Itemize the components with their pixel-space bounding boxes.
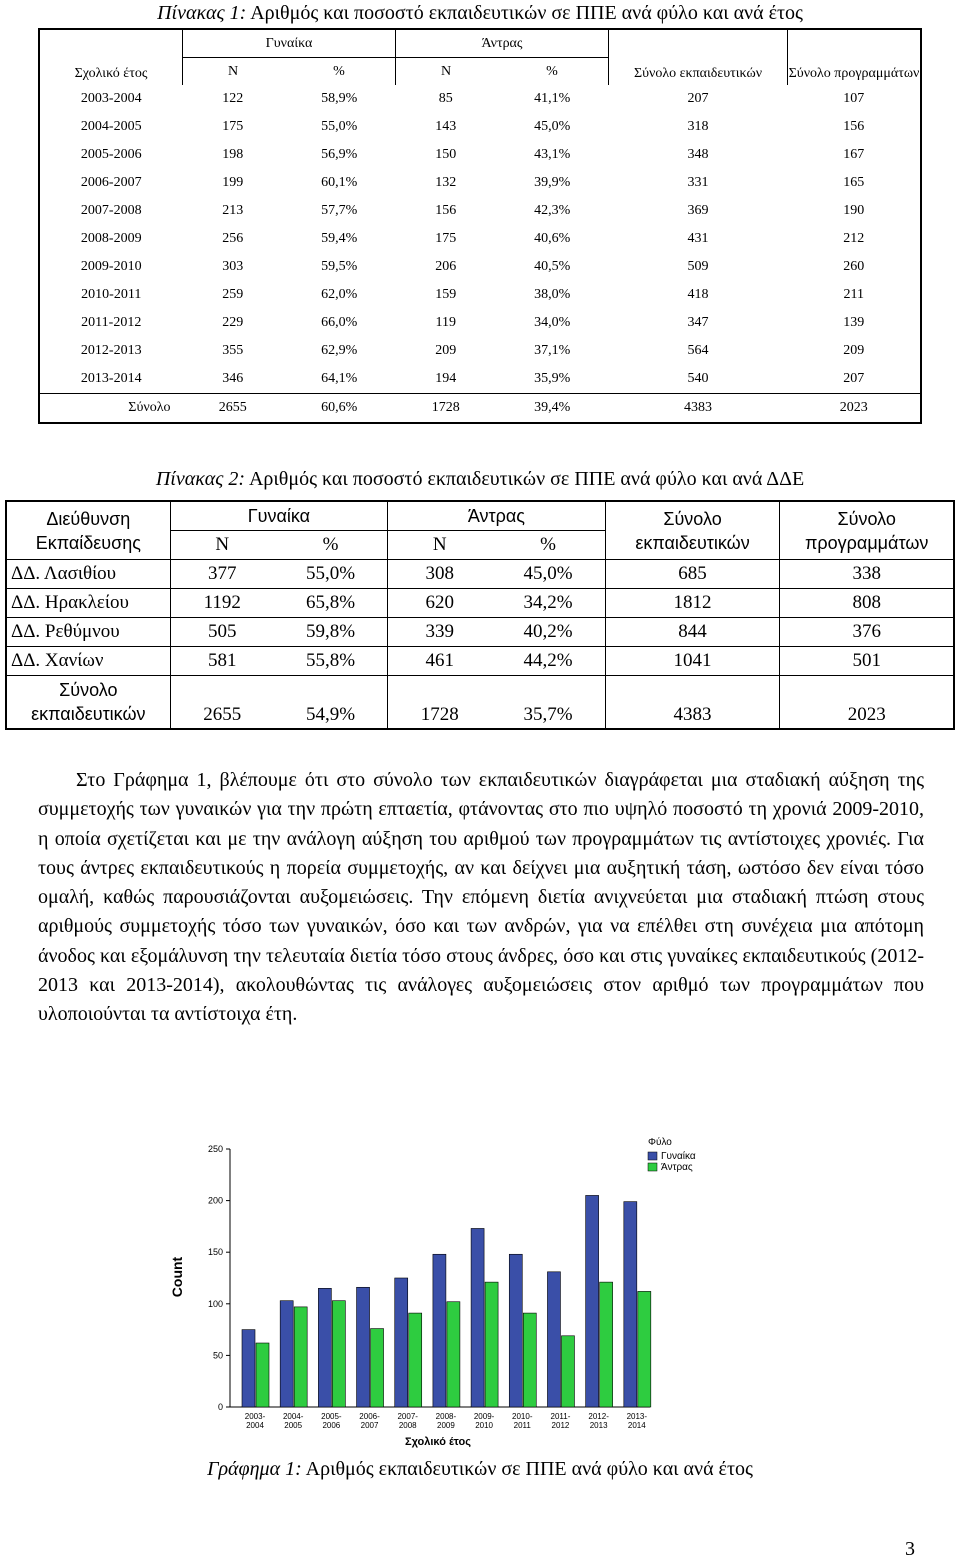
figure-caption [0,1458,960,1481]
table-cell: 338 [780,560,954,589]
table-cell: 212 [843,231,865,246]
table-cell: 55,8% [274,647,388,676]
table-cell: 59,5% [321,259,358,274]
bar-men [600,1282,613,1407]
figure-caption-label: Γράφημα 1: [207,1458,302,1480]
table-cell: 34,0% [534,315,571,330]
table-cell: 35,7% [491,676,605,730]
table-cell: 509 [687,259,709,274]
table-cell: 2013-2014 [80,371,142,386]
table-cell: 377 [170,560,274,589]
table1-total-label: Σύνολο [128,400,171,415]
x-tick-label: 2009 [437,1421,455,1430]
bar-men [371,1329,384,1407]
table-cell: 60,6% [321,400,358,415]
table-cell: 260 [843,259,865,274]
page-number: 3 [905,1538,915,1560]
table-cell: 59,8% [274,618,388,647]
table2-col-women-pct: % [274,531,388,560]
table-cell: 40,5% [534,259,571,274]
y-tick-label: 50 [212,1350,223,1361]
table-cell: 62,0% [321,287,358,302]
x-tick-label: 2013- [626,1412,648,1421]
x-tick-label: 2006- [359,1412,380,1421]
bar-men [638,1291,651,1407]
table-cell: 2007-2008 [80,203,142,218]
table-row [6,589,954,618]
table-cell: 418 [687,287,709,302]
x-tick-label: 2009- [473,1412,495,1421]
table-row [39,85,921,113]
table-cell: 194 [435,371,457,386]
bar-men [523,1313,536,1407]
table1-col-total-programs: Σύνολο προγραμμάτων [788,66,920,81]
chart-y-axis-label: Count [169,1256,185,1298]
legend-swatch [648,1163,657,1171]
x-tick-label: 2008- [435,1412,457,1421]
table-cell: 2655 [203,704,242,725]
bar-chart [160,1125,720,1455]
table-cell: 308 [388,560,492,589]
bar-men [409,1313,422,1407]
table1-caption-text: Αριθμός και ποσοστό εκπαιδευτικών σε ΠΠΕ ανά φύλο και ανά έτος [250,2,803,24]
table-cell: 156 [843,119,865,134]
bar-men [485,1282,498,1407]
x-tick-label: 2006 [322,1421,341,1430]
x-tick-label: 2005- [321,1412,342,1421]
table-cell: 581 [170,647,274,676]
table-cell: 150 [435,147,457,162]
table-cell: 62,9% [321,343,358,358]
table-row [6,647,954,676]
table-cell: 42,3% [534,203,571,218]
table-cell: 190 [843,203,865,218]
bar-women [586,1195,599,1407]
table-cell: 1728 [431,400,460,415]
table-cell: 57,7% [321,203,358,218]
bar-women [471,1228,484,1407]
table1-body [39,85,921,394]
table-cell: 209 [435,343,457,358]
legend-label: Άντρας [661,1162,693,1173]
table1-col-total-teachers: Σύνολο εκπαιδευτικών [609,29,788,85]
table-cell: 431 [687,231,709,246]
table-cell: 685 [605,560,780,589]
table-cell: 540 [687,371,709,386]
table-row [39,113,921,141]
table-cell: 38,0% [534,287,571,302]
table-cell: 207 [843,371,865,386]
table-cell: 211 [843,287,864,302]
table-cell: 1812 [605,589,780,618]
bar-women [242,1330,255,1407]
table-cell: 259 [222,287,244,302]
table-cell: 122 [222,91,244,106]
bar-women [280,1301,293,1407]
table-cell: 40,2% [491,618,605,647]
table1 [38,28,922,424]
table-cell: 167 [843,147,865,162]
table-row [39,225,921,253]
body-paragraph [38,766,924,1030]
table-cell: 165 [843,175,865,190]
table2-group-women: Γυναίκα [170,501,388,531]
table-cell: 2023 [847,704,886,725]
table-cell: 303 [222,259,244,274]
table-cell: 2011-2012 [81,315,142,330]
table-cell: 58,9% [321,91,358,106]
x-tick-label: 2014 [627,1421,646,1430]
chart-bars [242,1195,651,1407]
legend-label: Γυναίκα [661,1151,696,1162]
table-cell: 2003-2004 [80,91,142,106]
y-tick-label: 200 [207,1195,223,1206]
table-cell: 56,9% [321,147,358,162]
table-cell: 331 [687,175,709,190]
table-row [39,365,921,394]
chart-x-tick-labels [245,1412,648,1430]
x-tick-label: 2003- [244,1412,266,1421]
table-cell: 139 [843,315,865,330]
table-cell: 64,1% [321,371,358,386]
table-cell: ΔΔ. Λασιθίου [6,560,170,589]
table-cell: 159 [435,287,457,302]
table-cell: ΔΔ. Ρεθύμνου [6,618,170,647]
bar-women [318,1288,331,1407]
table-cell: 501 [780,647,954,676]
table2 [5,500,955,730]
table-cell: 2655 [218,400,247,415]
table1-group-women: Γυναίκα [183,29,396,58]
table1-group-men: Άντρας [396,29,609,58]
chart-legend [648,1136,696,1173]
table1-col-women-n: N [227,63,239,79]
y-tick-label: 250 [207,1144,223,1154]
table-cell: 107 [843,91,865,106]
table-cell: 39,4% [534,400,571,415]
table2-col-total-teachers: Σύνολο εκπαιδευτικών [605,501,780,560]
table-cell: 4383 [605,676,780,730]
table-cell: 4383 [684,400,712,415]
table-cell: 461 [388,647,492,676]
table-row [39,309,921,337]
table-cell: 2010-2011 [81,287,142,302]
table-cell: 256 [222,231,244,246]
table-row [39,281,921,309]
y-tick-label: 150 [207,1247,223,1258]
table-cell: 206 [435,259,457,274]
chart-y-tick-labels [208,1144,230,1412]
table-cell: 346 [222,371,244,386]
table2-caption-label: Πίνακας 2: [155,468,246,490]
table-cell: 347 [687,315,709,330]
x-tick-label: 2004- [282,1412,304,1421]
table2-caption [0,468,960,491]
x-tick-label: 2012 [551,1421,570,1430]
chart-x-axis-label: Σχολικό έτος [405,1436,471,1448]
x-tick-label: 2011 [513,1421,531,1430]
bar-women [395,1278,408,1407]
y-tick-label: 0 [217,1402,223,1412]
table2-col-men-pct: % [491,531,605,560]
table-row [39,169,921,197]
x-tick-label: 2010- [512,1412,533,1421]
bar-men [332,1301,345,1407]
table-cell: 40,6% [534,231,571,246]
table2-group-men: Άντρας [388,501,606,531]
x-tick-label: 2005 [284,1421,303,1430]
bar-men [294,1307,307,1407]
table-cell: 2006-2007 [80,175,142,190]
x-tick-label: 2007 [360,1421,379,1430]
table-cell: 844 [605,618,780,647]
table-cell: 55,0% [274,560,388,589]
bar-men [256,1343,269,1407]
table-cell: 143 [435,119,457,134]
x-tick-label: 2013 [589,1421,608,1430]
table-cell: 198 [222,147,244,162]
table-cell: 376 [780,618,954,647]
table-row [39,253,921,281]
table-cell: 505 [170,618,274,647]
table-cell: 808 [780,589,954,618]
table2-total-label: Σύνολο εκπαιδευτικών [6,676,170,730]
table-cell: 564 [687,343,709,358]
table-cell: 37,1% [534,343,571,358]
bar-men [561,1336,574,1407]
table-cell: 207 [687,91,709,106]
table-cell: 39,9% [534,175,571,190]
bar-men [447,1302,460,1407]
table-cell: 1728 [420,704,459,725]
table-cell: 34,2% [491,589,605,618]
figure-caption-text: Αριθμός εκπαιδευτικών σε ΠΠΕ ανά φύλο και ανά έτος [305,1458,753,1480]
table-row [39,337,921,365]
table1-col-men-n: N [440,63,452,79]
table-cell: 45,0% [534,119,571,134]
table-cell: 2008-2009 [80,231,142,246]
table2-col-total-programs: Σύνολο προγραμμάτων [805,508,929,553]
table-cell: 213 [222,203,244,218]
table-cell: 85 [438,91,453,106]
table-cell: 209 [843,343,865,358]
table-cell: 66,0% [321,315,358,330]
table-cell: 369 [687,203,709,218]
x-tick-label: 2010 [475,1421,493,1430]
table-cell: ΔΔ. Χανίων [6,647,170,676]
table-cell: 2009-2010 [80,259,142,274]
paragraph-text: Στο Γράφημα 1, βλέπουμε ότι στο σύνολο των εκπαιδευτικών διαγράφεται μια σταδιακή αύξηση της συμμετοχής των γυναικών για την πρώτη επταετία, φτάνοντας στο πιο υψηλό ποσοστό τη χρονιά 2009-2010, η οποία σχετίζεται και με την ανάλογη αύξηση του αριθμού των προγραμμάτων τις αντίστοιχες χρονιές. Για τους άντρες εκπαιδευτικούς η πορεία συμμετοχής, αν και δείχνει μια αυξητική τάση, ωστόσο δεν είναι τόσο ομαλή, καθώς παρουσιάζονται αυξομειώσεις. Την επόμενη διετία ανιχνεύεται μια σταδιακή πτώση στους αριθμούς συμμετοχής τόσο των γυναικών, όσο και των ανδρών, για να επέλθει στη συνέχεια μια απότομη άνοδος και εξομάλυνση την τελευταία διετία τόσο στους άνδρες, όσο και στις γυναίκες εκπαιδευτικούς (2012-2013 και 2013-2014), ακολουθώντας τις ανάλογες αυξομειώσεις στον αριθμό των προγραμμάτων που υλοποιούνται τα αντίστοιχα έτη. [38,769,924,1026]
table2-col-direction: Διεύθυνση Εκπαίδευσης [6,501,170,560]
table2-caption-text: Αριθμός και ποσοστό εκπαιδευτικών σε ΠΠΕ ανά φύλο και ανά ΔΔΕ [248,468,805,490]
table-cell: 35,9% [534,371,571,386]
bar-women [509,1254,522,1407]
table-cell: 2012-2013 [80,343,142,358]
table1-col-men-pct: % [496,58,609,86]
table-cell: 59,4% [321,231,358,246]
table1-caption-label: Πίνακας 1: [157,2,247,24]
table-row [39,197,921,225]
table-cell: 2004-2005 [80,119,142,134]
table-cell: 175 [435,231,457,246]
table-cell: 1041 [605,647,780,676]
table1-col-women-pct: % [283,58,396,86]
table-cell: 348 [687,147,709,162]
x-tick-label: 2008 [398,1421,417,1430]
bar-women [357,1287,370,1407]
bar-women [547,1272,560,1407]
table-cell: 318 [687,119,709,134]
table-cell: 2023 [839,400,868,415]
table-cell: 229 [222,315,244,330]
table-cell: 65,8% [274,589,388,618]
table-row [6,560,954,589]
table-cell: 132 [435,175,457,190]
x-tick-label: 2007- [397,1412,418,1421]
table2-col-men-n: N [432,534,447,555]
table1-caption [0,2,960,25]
bar-women [433,1254,446,1407]
x-tick-label: 2011- [550,1412,571,1421]
table1-col-year: Σχολικό έτος [39,29,183,85]
table-cell: ΔΔ. Ηρακλείου [6,589,170,618]
legend-swatch [648,1152,657,1160]
table2-total-row [6,676,954,730]
table2-col-women-n: N [215,534,230,555]
table-cell: 355 [222,343,244,358]
table-cell: 339 [388,618,492,647]
table-cell: 44,2% [491,647,605,676]
table-cell: 41,1% [534,91,571,106]
table-cell: 199 [222,175,244,190]
table-cell: 1192 [170,589,274,618]
table2-body [6,560,954,676]
bar-women [624,1202,637,1407]
x-tick-label: 2012- [588,1412,609,1421]
table-cell: 156 [435,203,457,218]
table-cell: 2005-2006 [80,147,142,162]
table-row [39,141,921,169]
table-cell: 45,0% [491,560,605,589]
x-tick-label: 2004 [246,1421,264,1430]
table-cell: 60,1% [321,175,358,190]
table-cell: 43,1% [534,147,571,162]
legend-title: Φύλο [648,1137,672,1148]
table-cell: 54,9% [274,676,388,730]
table-cell: 175 [222,119,244,134]
table-row [6,618,954,647]
y-tick-label: 100 [207,1298,223,1309]
table-cell: 620 [388,589,492,618]
table-cell: 119 [435,315,456,330]
table-cell: 55,0% [321,119,358,134]
table1-total-row [39,394,921,424]
